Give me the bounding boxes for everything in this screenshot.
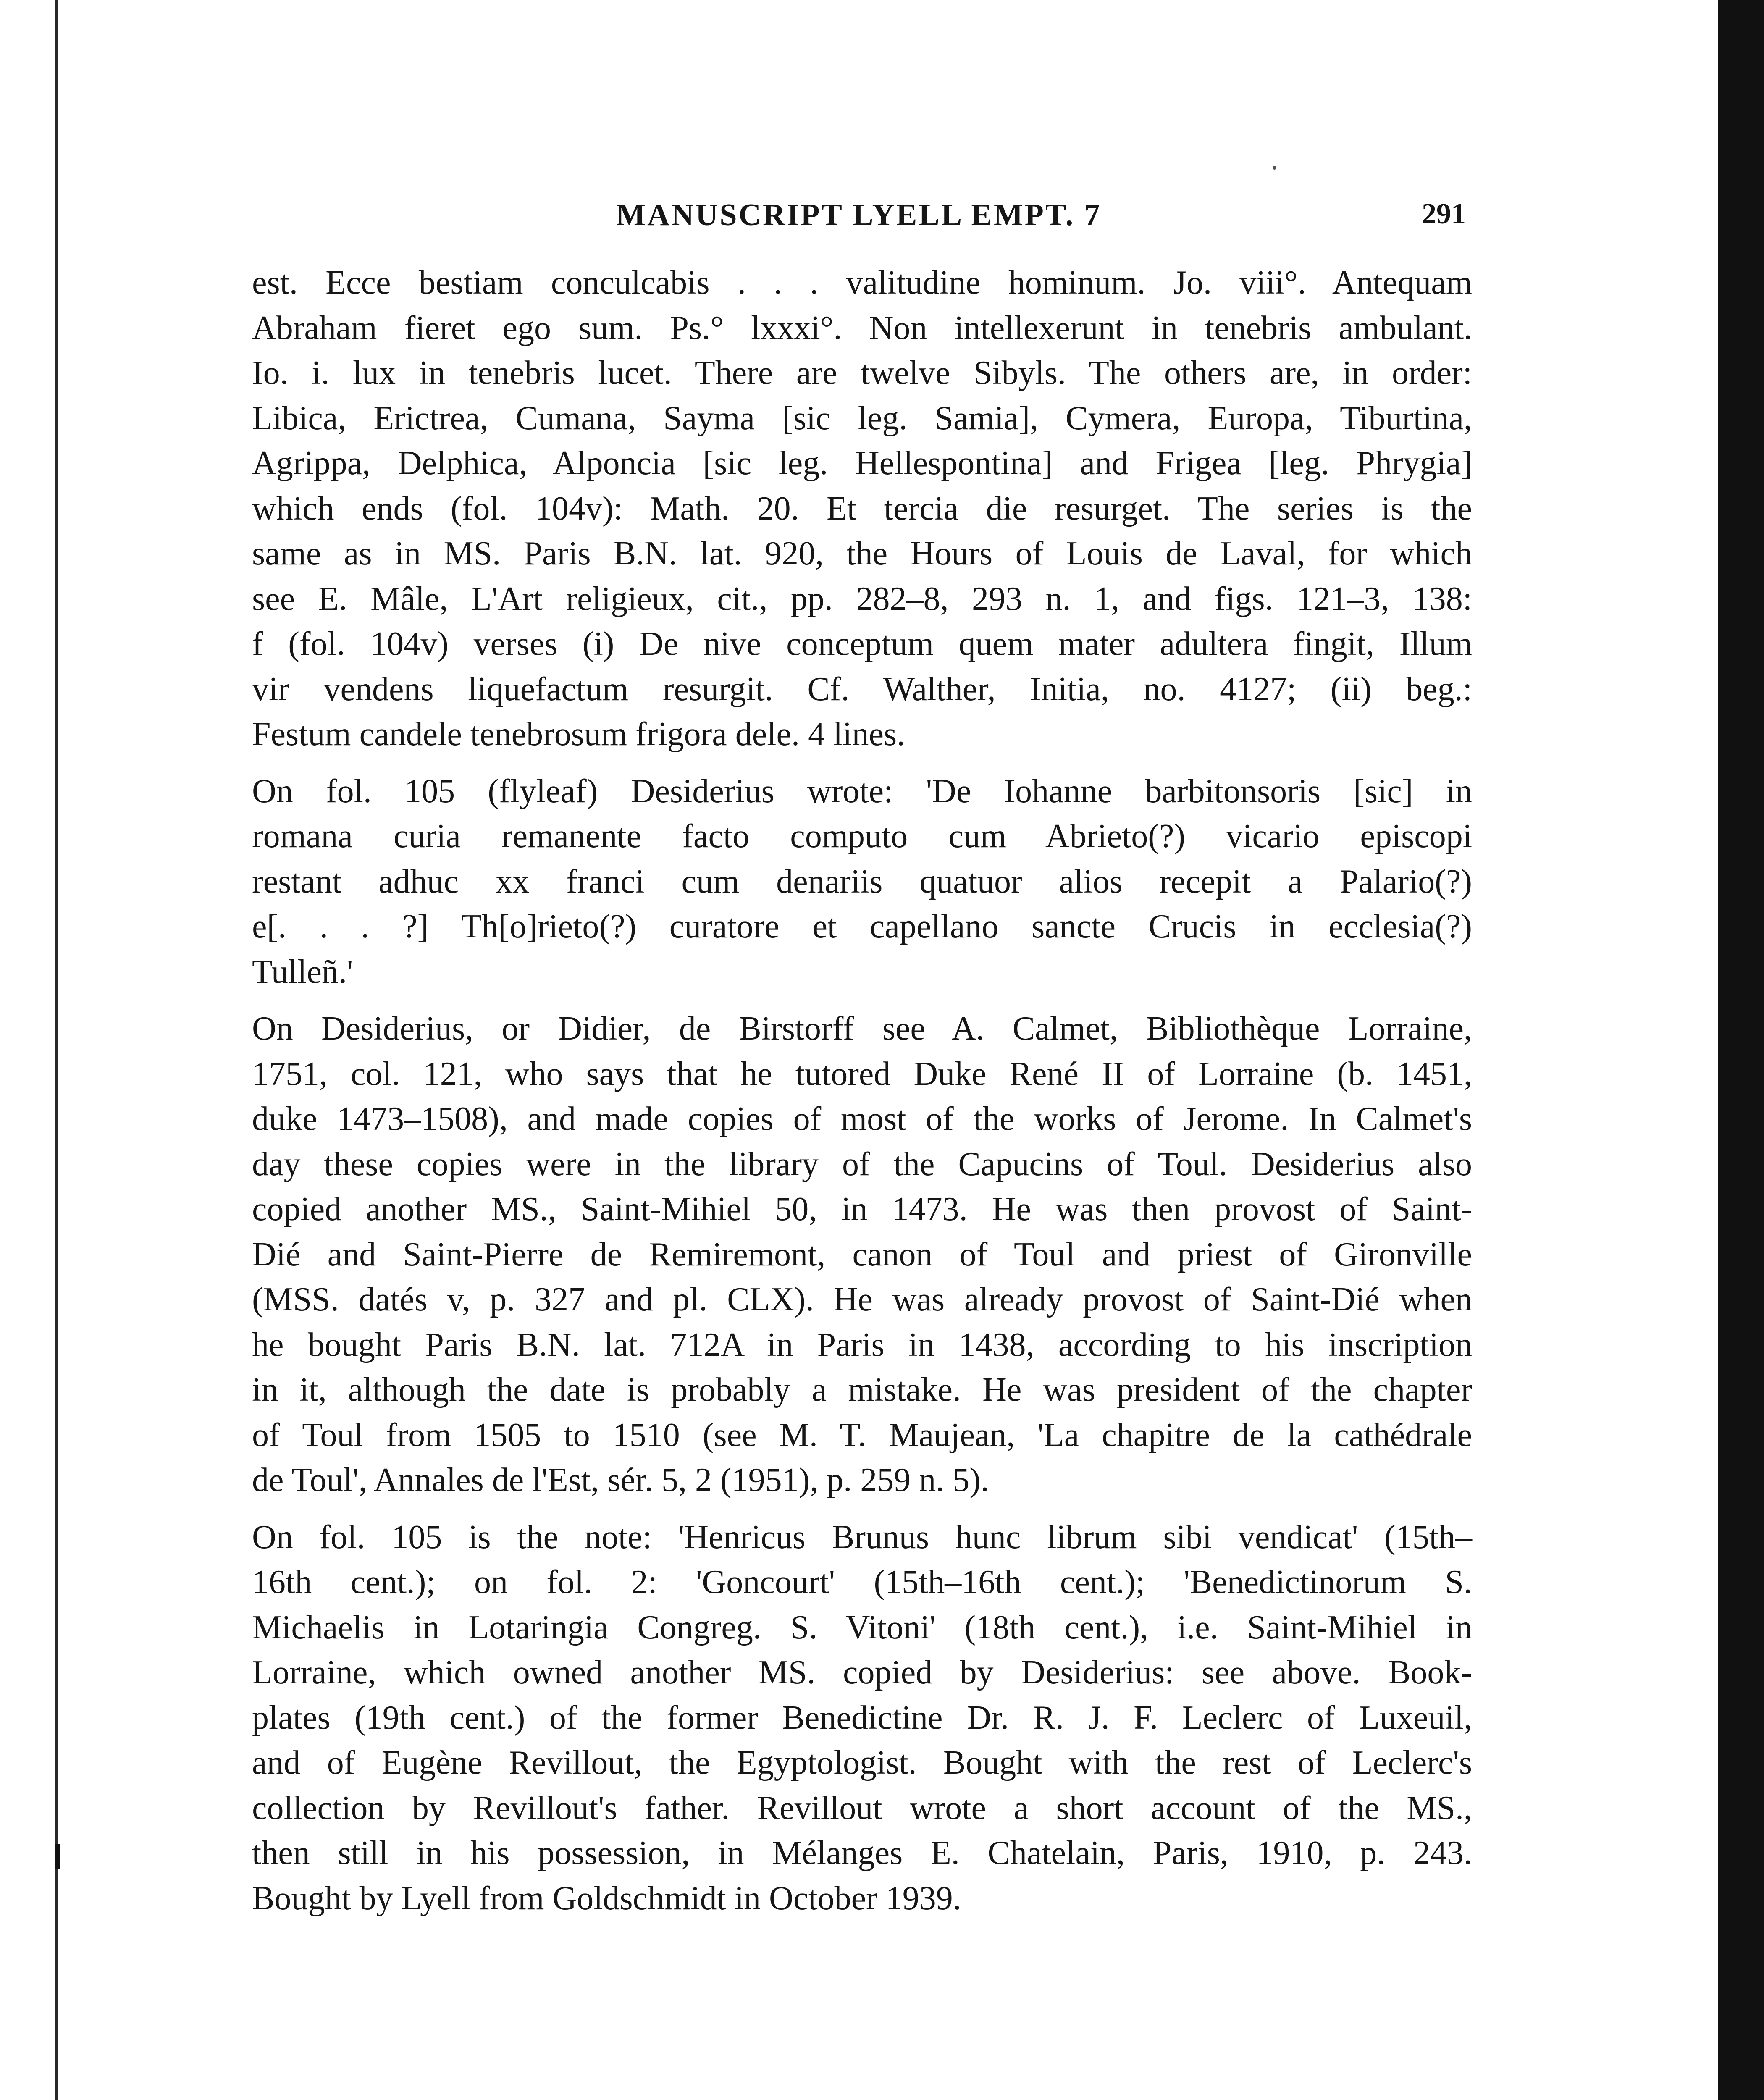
text-line: Libica, Erictrea, Cumana, Sayma [sic leg. Samia], Cymera, Europa, Tiburtina,	[252, 399, 1472, 437]
text-line: copied another MS., Saint-Mihiel 50, in 1473. He was then provost of Saint-	[252, 1191, 1472, 1228]
text-line: Agrippa, Delphica, Alponcia [sic leg. Hellespontina] and Frigea [leg. Phrygia]	[252, 445, 1472, 482]
text-line: restant adhuc xx franci cum denariis quatuor alios recepit a Palario(?)	[252, 863, 1472, 900]
text-line: e[. . . ?] Th[o]rieto(?) curatore et capellano sancte Crucis in ecclesia(?)	[252, 908, 1472, 945]
text-line: vir vendens liquefactum resurgit. Cf. Walther, Initia, no. 4127; (ii) beg.:	[252, 670, 1472, 708]
page-gutter-line	[55, 0, 58, 2100]
paragraph-flyleaf-note	[252, 769, 1472, 995]
text-line: in it, although the date is probably a mistake. He was president of the chapter	[252, 1371, 1472, 1408]
text-line: Tulleñ.'	[252, 953, 353, 990]
text-line: Io. i. lux in tenebris lucet. There are twelve Sibyls. The others are, in order:	[252, 354, 1472, 391]
text-line: he bought Paris B.N. lat. 712A in Paris in 1438, according to his inscription	[252, 1326, 1472, 1363]
text-line: 1751, col. 121, who says that he tutored Duke René II of Lorraine (b. 1451,	[252, 1055, 1472, 1092]
text-line: duke 1473–1508), and made copies of most of the works of Jerome. In Calmet's	[252, 1100, 1472, 1137]
text-line: collection by Revillout's father. Revillout wrote a short account of the MS.,	[252, 1789, 1472, 1827]
text-line: of Toul from 1505 to 1510 (see M. T. Maujean, 'La chapitre de la cathédrale	[252, 1416, 1472, 1454]
text-line: (MSS. datés v, p. 327 and pl. CLX). He was already provost of Saint-Dié when	[252, 1281, 1472, 1318]
text-line: Bought by Lyell from Goldschmidt in October 1939.	[252, 1880, 961, 1917]
text-line: and of Eugène Revillout, the Egyptologist. Bought with the rest of Leclerc's	[252, 1744, 1472, 1781]
text-line: same as in MS. Paris B.N. lat. 920, the Hours of Louis de Laval, for which	[252, 535, 1472, 572]
text-line: 16th cent.); on fol. 2: 'Goncourt' (15th–16th cent.); 'Benedictinorum S.	[252, 1564, 1472, 1601]
text-line: Michaelis in Lotaringia Congreg. S. Vitoni' (18th cent.), i.e. Saint-Mihiel in	[252, 1609, 1472, 1646]
running-head	[252, 197, 1466, 244]
text-line: Abraham fieret ego sum. Ps.° lxxxi°. Non intellexerunt in tenebris ambulant.	[252, 309, 1472, 346]
paper-speck	[1273, 166, 1276, 170]
text-line: de Toul', Annales de l'Est, sér. 5, 2 (1951), p. 259 n. 5).	[252, 1462, 989, 1499]
paragraph-desiderius	[252, 1006, 1472, 1503]
text-line: est. Ecce bestiam conculcabis . . . valitudine hominum. Jo. viii°. Antequam	[252, 264, 1472, 301]
text-line: day these copies were in the library of the Capucins of Toul. Desiderius also	[252, 1145, 1472, 1183]
page-number: 291	[1422, 198, 1466, 230]
text-line: On fol. 105 is the note: 'Henricus Brunus hunc librum sibi vendicat' (15th–	[252, 1518, 1472, 1556]
text-line: which ends (fol. 104v): Math. 20. Et tercia die resurget. The series is the	[252, 490, 1472, 527]
text-line: Dié and Saint-Pierre de Remiremont, canon of Toul and priest of Gironville	[252, 1236, 1472, 1273]
text-line: Festum candele tenebrosum frigora dele. 4 lines.	[252, 716, 906, 753]
paragraph-sibyls	[252, 260, 1472, 757]
text-line: see E. Mâle, L'Art religieux, cit., pp. 282–8, 293 n. 1, and figs. 121–3, 138:	[252, 580, 1472, 617]
body-text	[252, 260, 1472, 1933]
text-line: f (fol. 104v) verses (i) De nive conceptum quem mater adultera fingit, Illum	[252, 625, 1472, 662]
text-line: plates (19th cent.) of the former Benedictine Dr. R. J. F. Leclerc of Luxeuil,	[252, 1699, 1472, 1736]
text-line: romana curia remanente facto computo cum Abrieto(?) vicario episcopi	[252, 818, 1472, 855]
text-line: On fol. 105 (flyleaf) Desiderius wrote: 'De Iohanne barbitonsoris [sic] in	[252, 772, 1472, 810]
margin-mark	[55, 1844, 60, 1869]
text-line: On Desiderius, or Didier, de Birstorff see A. Calmet, Bibliothèque Lorraine,	[252, 1010, 1472, 1047]
running-title: MANUSCRIPT LYELL EMPT. 7	[616, 198, 1102, 232]
text-line: Lorraine, which owned another MS. copied by Desiderius: see above. Book-	[252, 1654, 1472, 1691]
paragraph-provenance	[252, 1515, 1472, 1922]
text-line: then still in his possession, in Mélanges E. Chatelain, Paris, 1910, p. 243.	[252, 1835, 1472, 1872]
